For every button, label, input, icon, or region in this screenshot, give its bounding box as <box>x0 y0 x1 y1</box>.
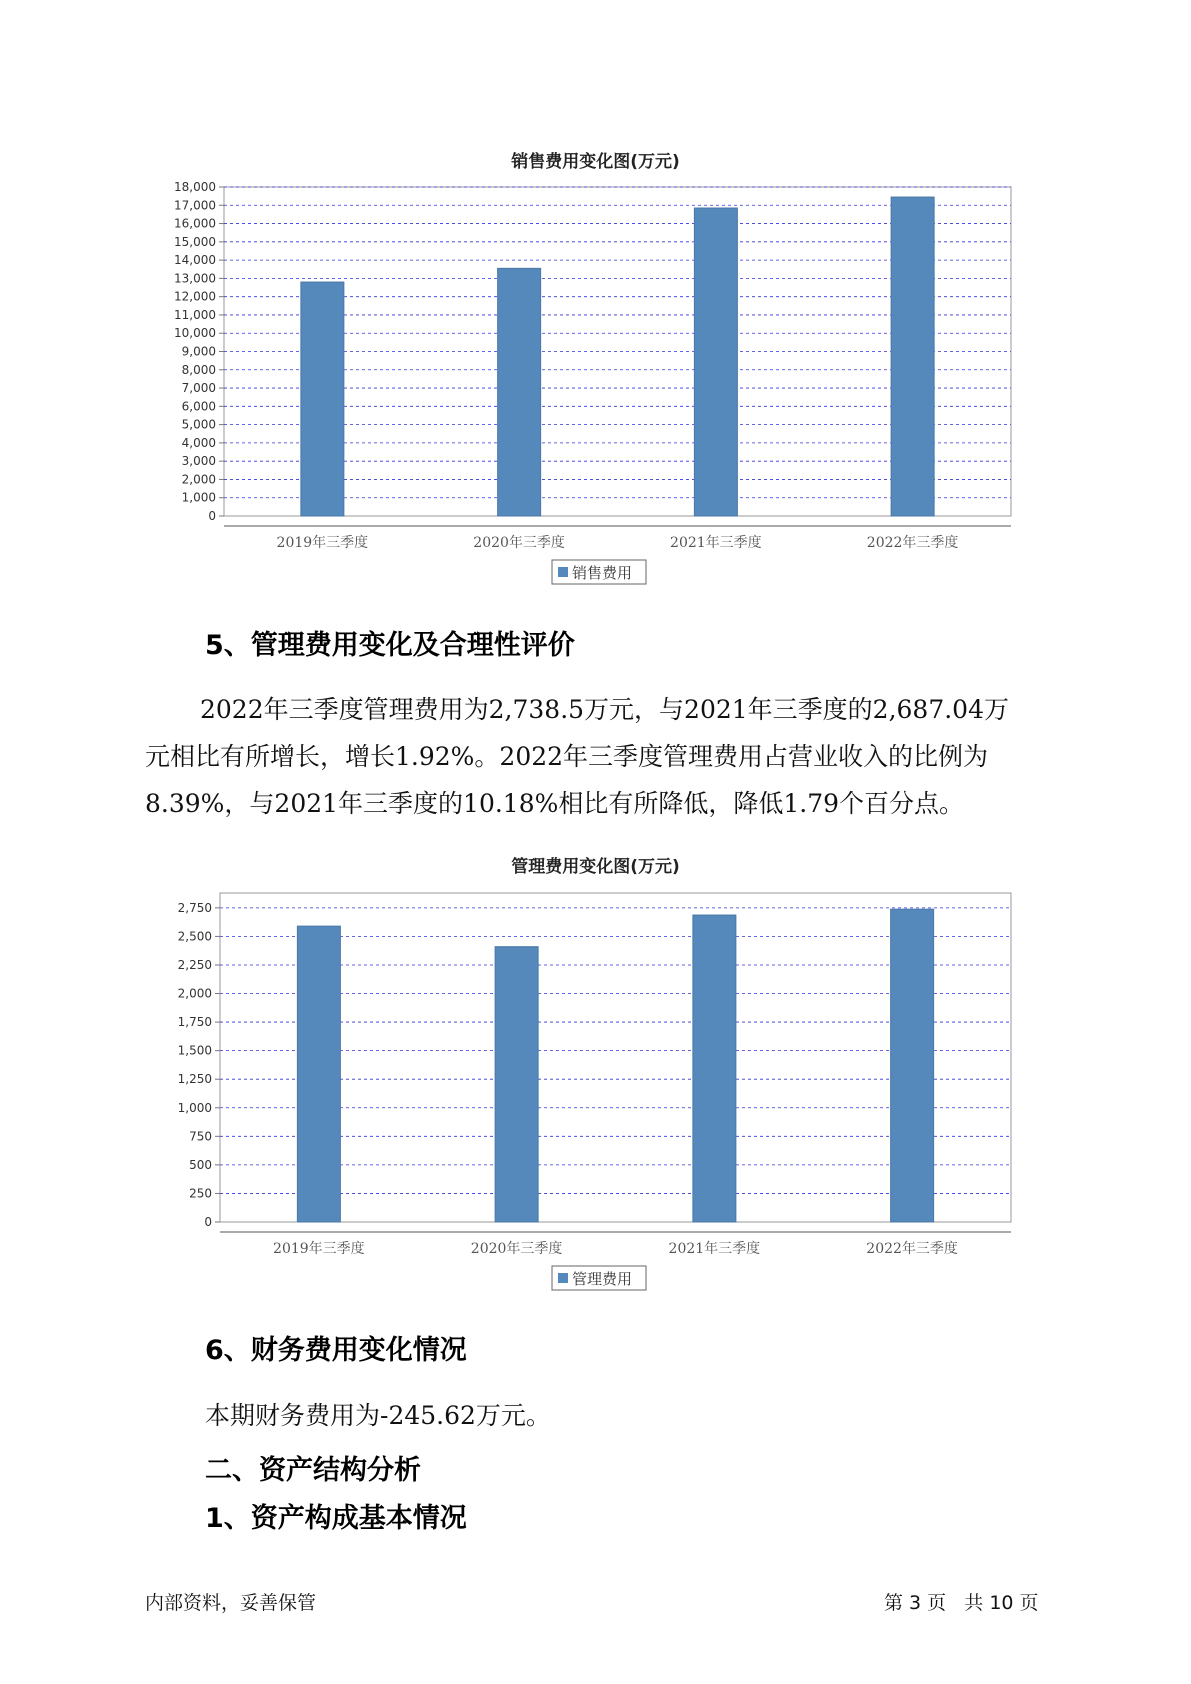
bar <box>498 268 541 516</box>
y-tick-label: 5,000 <box>181 417 216 432</box>
section-5-line-3: 8.39%，与2021年三季度的10.18%相比有所降低，降低1.79个百分点。 <box>145 789 965 818</box>
y-tick-label: 250 <box>189 1186 212 1201</box>
x-tick-label: 2021年三季度 <box>668 1241 761 1257</box>
x-tick-label: 2019年三季度 <box>273 1241 365 1257</box>
section-6-heading: 6、财务费用变化情况 <box>205 1335 467 1366</box>
y-tick-label: 0 <box>204 1215 212 1229</box>
y-tick-label: 0 <box>208 509 216 523</box>
y-tick-label: 2,750 <box>177 900 212 915</box>
x-tick-label: 2022年三季度 <box>866 535 959 551</box>
bar <box>297 926 340 1222</box>
y-tick-label: 2,250 <box>177 957 212 972</box>
x-tick-label: 2020年三季度 <box>473 535 565 551</box>
bar <box>301 282 344 516</box>
y-tick-label: 3,000 <box>181 454 216 469</box>
sales-chart-title: 销售费用变化图(万元) <box>511 152 680 172</box>
section-5-line-2: 元相比有所增长，增长1.92%。2022年三季度管理费用占营业收入的比例为 <box>145 742 989 771</box>
y-tick-label: 6,000 <box>181 399 216 414</box>
y-tick-label: 13,000 <box>174 271 216 286</box>
y-tick-label: 8,000 <box>181 362 216 377</box>
y-tick-label: 2,500 <box>177 929 212 944</box>
admin-chart-title: 管理费用变化图(万元) <box>511 857 680 877</box>
y-tick-label: 1,250 <box>177 1072 212 1087</box>
x-tick-label: 2021年三季度 <box>670 535 762 551</box>
y-tick-label: 10,000 <box>174 326 216 341</box>
x-tick-label: 2019年三季度 <box>276 535 369 551</box>
y-tick-label: 18,000 <box>174 180 216 194</box>
section-5-heading: 5、管理费用变化及合理性评价 <box>205 630 575 661</box>
legend-label: 管理费用 <box>572 1270 633 1288</box>
y-tick-label: 1,500 <box>177 1043 212 1058</box>
y-tick-label: 17,000 <box>174 198 216 213</box>
bar <box>694 208 737 516</box>
bar <box>693 915 736 1222</box>
footer-page-number: 第 3 页 共 10 页 <box>884 1592 1039 1614</box>
y-tick-label: 2,000 <box>177 986 212 1001</box>
y-tick-label: 12,000 <box>174 289 216 304</box>
part-2-heading: 二、资产结构分析 <box>205 1455 421 1486</box>
section-6-text: 本期财务费用为-245.62万元。 <box>205 1401 551 1430</box>
y-tick-label: 1,750 <box>177 1015 212 1030</box>
section-5-line-1: 2022年三季度管理费用为2,738.5万元，与2021年三季度的2,687.04万 <box>200 695 1009 724</box>
y-tick-label: 500 <box>189 1157 212 1172</box>
footer-confidential: 内部资料，妥善保管 <box>145 1592 317 1614</box>
y-tick-label: 15,000 <box>174 234 216 249</box>
y-tick-label: 1,000 <box>177 1100 212 1115</box>
x-tick-label: 2022年三季度 <box>866 1241 958 1257</box>
y-tick-label: 9,000 <box>181 344 216 359</box>
y-tick-label: 7,000 <box>181 381 216 396</box>
y-tick-label: 1,000 <box>181 490 216 505</box>
legend-label: 销售费用 <box>572 564 633 582</box>
y-tick-label: 16,000 <box>174 216 216 231</box>
part-2-sub-heading: 1、资产构成基本情况 <box>205 1503 467 1534</box>
sales-expense-chart <box>0 160 1191 600</box>
x-tick-label: 2020年三季度 <box>470 1241 563 1257</box>
y-tick-label: 750 <box>189 1129 212 1144</box>
y-tick-label: 4,000 <box>181 435 216 450</box>
admin-expense-chart <box>0 872 1191 1312</box>
y-tick-label: 14,000 <box>174 253 216 268</box>
bar <box>891 909 934 1222</box>
y-tick-label: 11,000 <box>174 307 216 322</box>
bar <box>891 197 934 516</box>
y-tick-label: 2,000 <box>181 472 216 487</box>
bar <box>495 947 538 1222</box>
legend-swatch <box>558 567 568 577</box>
legend-swatch <box>558 1273 568 1283</box>
